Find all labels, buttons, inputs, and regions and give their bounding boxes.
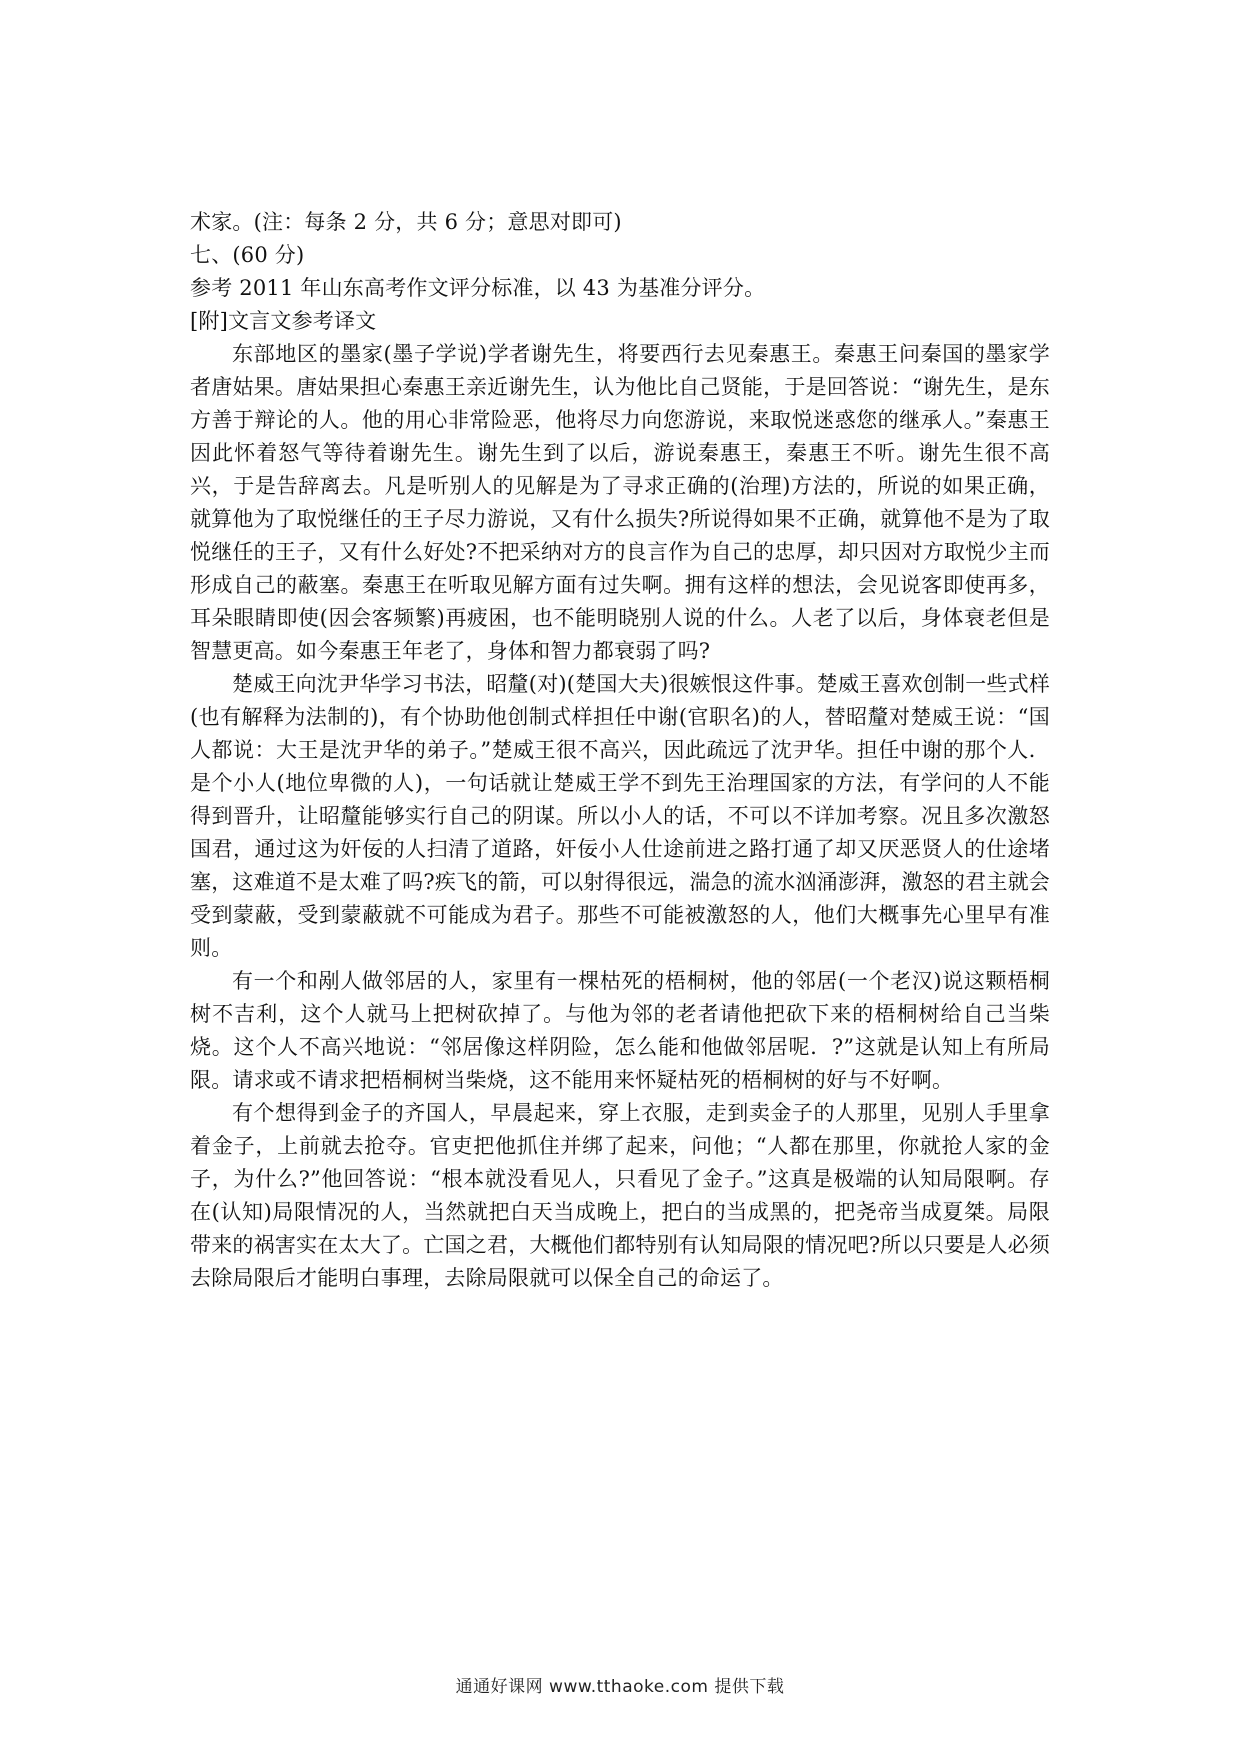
- translation-paragraph-3: 有一个和剐人做邻居的人，家里有一棵枯死的梧桐树，他的邻居(一个老汉)说这颗梧桐树不吉利，这个人就马上把树砍掉了。与他为邻的老者请他把砍下来的梧桐树给自己当柴烧。这个人不高兴地说：“邻居像这样阴险，怎么能和他做邻居呢．?”这就是认知上有所局限。请求或不请求把梧桐树当柴烧，这不能用来怀疑枯死的梧桐树的好与不好啊。: [190, 969, 1050, 1092]
- translation-paragraph-4: 有个想得到金子的齐国人，早晨起来，穿上衣服，走到卖金子的人那里，见别人手里拿着金子，上前就去抢夺。官吏把他抓住并绑了起来，问他；“人都在那里，你就抢人家的金子，为什么?”他回答说：“根本就没看见人，只看见了金子。”这真是极端的认知局限啊。存在(认知)局限情况的人，当然就把白天当成晚上，把白的当成黑的，把尧帝当成夏桀。局限带来的祸害实在太大了。亡国之君，大概他们都特别有认知局限的情况吧?所以只要是人必须去除局限后才能明白事理，去除局限就可以保全自己的命运了。: [190, 1101, 1050, 1290]
- section-heading-seven: 七、(60 分): [190, 243, 305, 267]
- scoring-standard-line: 参考 2011 年山东高考作文评分标准，以 43 为基准分评分。: [190, 276, 766, 300]
- footer-source-note: 通通好课网 www.tthaoke.com 提供下载: [455, 1677, 785, 1697]
- answer-note-line: 术家。(注：每条 2 分，共 6 分；意思对即可): [190, 210, 622, 234]
- appendix-heading: [附]文言文参考译文: [190, 309, 377, 333]
- translation-paragraph-2: 楚威王向沈尹华学习书法，昭釐(对)(楚国大夫)很嫉恨这件事。楚威王喜欢创制一些式样(也有解释为法制的)，有个协助他创制式样担任中谢(官职名)的人，替昭釐对楚威王说：“国人都说：大王是沈尹华的弟子。”楚威王很不高兴，因此疏远了沈尹华。担任中谢的那个人．是个小人(地位卑微的人)，一句话就让楚威王学不到先王治理国家的方法，有学问的人不能得到晋升，让昭釐能够实行自己的阴谋。所以小人的话，不可以不详加考察。况且多次激怒国君，通过这为奸佞的人扫清了道路，奸佞小人仕途前进之路打通了却又厌恶贤人的仕途堵塞，这难道不是太难了吗?疾飞的箭，可以射得很远，湍急的流水汹涌澎湃，激怒的君主就会受到蒙蔽，受到蒙蔽就不可能成为君子。那些不可能被激怒的人，他们大概事先心里早有准则。: [190, 672, 1050, 960]
- document-body: [190, 206, 1050, 1295]
- translation-paragraph-1: 东部地区的墨家(墨子学说)学者谢先生，将要西行去见秦惠王。秦惠王问秦国的墨家学者唐姑果。唐姑果担心秦惠王亲近谢先生，认为他比自己贤能，于是回答说：“谢先生，是东方善于辩论的人。他的用心非常险恶，他将尽力向您游说，来取悦迷惑您的继承人。”秦惠王因此怀着怒气等待着谢先生。谢先生到了以后，游说秦惠王，秦惠王不听。谢先生很不高兴，于是告辞离去。凡是听别人的见解是为了寻求正确的(治理)方法的，所说的如果正确，就算他为了取悦继任的王子尽力游说，又有什么损失?所说得如果不正确，就算他不是为了取悦继任的王子，又有什么好处?不把采纳对方的良言作为自己的忠厚，却只因对方取悦少主而形成自己的蔽塞。秦惠王在听取见解方面有过失啊。拥有这样的想法，会见说客即使再多，耳朵眼睛即使(因会客频繁)再疲困，也不能明晓别人说的什么。人老了以后，身体衰老但是智慧更高。如今秦惠王年老了，身体和智力都衰弱了吗?: [190, 342, 1050, 663]
